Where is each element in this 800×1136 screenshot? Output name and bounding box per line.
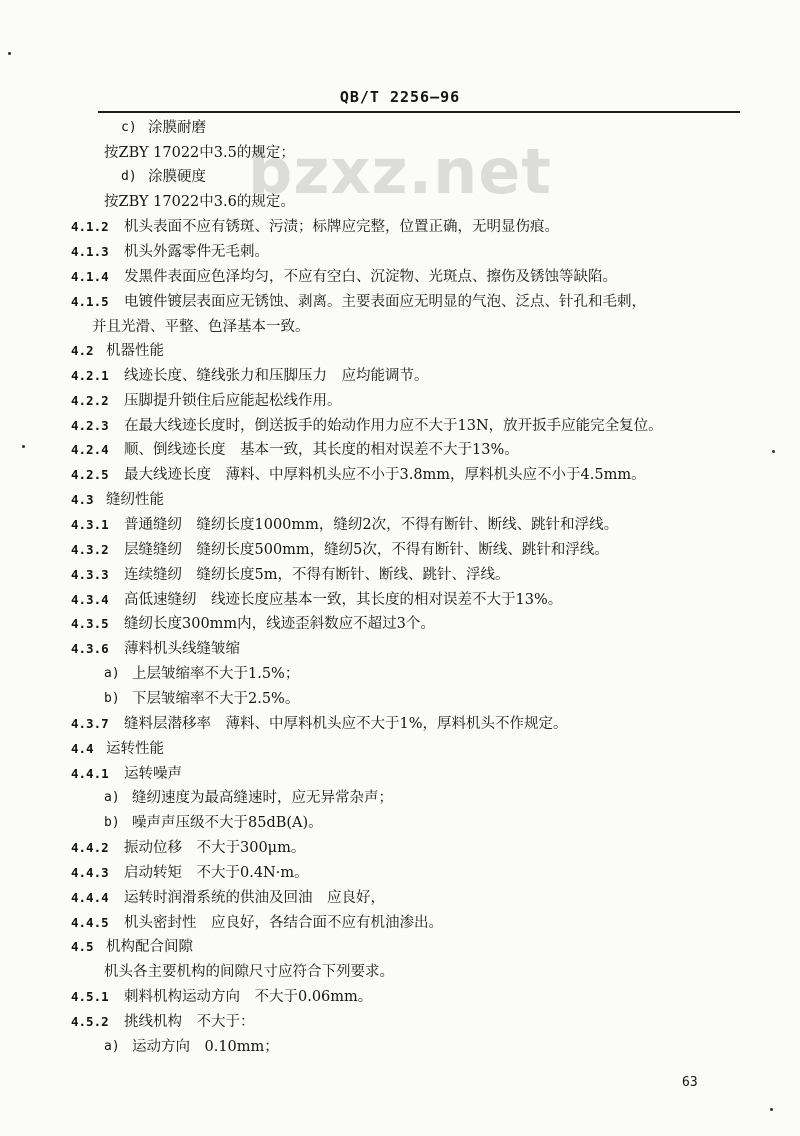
- clause-text: 运转噪声: [124, 766, 182, 782]
- clause-text: 层缝缝纫 缝纫长度500mm，缝纫5次，不得有断针、断线、跳针和浮线。: [124, 542, 609, 558]
- section-title: 运转性能: [106, 741, 164, 757]
- item-text: 缝纫速度为最高缝速时，应无异常杂声；: [132, 790, 393, 806]
- clause-text: 挑线机构 不大于：: [124, 1014, 255, 1030]
- clause-text: 普通缝纫 缝纫长度1000mm，缝纫2次，不得有断针、断线、跳针和浮线。: [124, 517, 619, 533]
- clause-text: 高低速缝纫 线迹长度应基本一致，其长度的相对误差不大于13%。: [124, 592, 563, 608]
- clause-number: 4.4.2: [71, 840, 109, 855]
- clause-text-continued: 并且光滑、平整、色泽基本一致。: [92, 319, 310, 335]
- item-text: 涂膜耐磨: [148, 120, 206, 136]
- item-text: 下层皱缩率不大于2.5%。: [132, 691, 300, 707]
- clause-text: 缝料层潜移率 薄料、中厚料机头应不大于1%，厚料机头不作规定。: [124, 716, 568, 732]
- section-number: 4.2: [71, 343, 94, 358]
- clause-text: 运转时润滑系统的供油及回油 应良好，: [124, 890, 385, 906]
- page-number: 63: [682, 1075, 698, 1090]
- clause-number: 4.3.4: [71, 592, 109, 607]
- clause-text: 连续缝纫 缝纫长度5m，不得有断针、断线、跳针、浮线。: [124, 567, 510, 583]
- item-label: c): [121, 120, 137, 135]
- clause-number: 4.5.2: [71, 1014, 109, 1029]
- scan-speck: [772, 450, 775, 453]
- item-label: d): [121, 169, 137, 184]
- clause-text: 机头表面不应有锈斑、污渍；标牌应完整，位置正确，无明显伤痕。: [124, 219, 559, 235]
- section-title: 机器性能: [106, 343, 164, 359]
- clause-number: 4.3.7: [71, 716, 109, 731]
- clause-number: 4.1.3: [71, 244, 109, 259]
- clause-text: 线迹长度、缝线张力和压脚压力 应均能调节。: [124, 368, 429, 384]
- section-title: 机构配合间隙: [106, 939, 193, 955]
- scan-speck: [8, 52, 11, 55]
- clause-number: 4.4.1: [71, 766, 109, 781]
- clause-number: 4.2.2: [71, 393, 109, 408]
- clause-number: 4.1.4: [71, 269, 109, 284]
- body-text: 机头各主要机构的间隙尺寸应符合下列要求。: [104, 964, 394, 980]
- item-text: 噪声声压级不大于85dB(A)。: [132, 815, 323, 831]
- clause-number: 4.2.1: [71, 368, 109, 383]
- clause-text: 机头外露零件无毛刺。: [124, 244, 269, 260]
- clause-text: 振动位移 不大于300μm。: [124, 840, 306, 856]
- section-number: 4.4: [71, 741, 94, 756]
- section-number: 4.3: [71, 492, 94, 507]
- clause-text: 缝纫长度300mm内，线迹歪斜数应不超过3个。: [124, 616, 435, 632]
- clause-text: 刺料机构运动方向 不大于0.06mm。: [124, 989, 373, 1005]
- clause-number: 4.2.3: [71, 418, 109, 433]
- clause-text: 在最大线迹长度时，倒送扳手的始动作用力应不大于13N，放开扳手应能完全复位。: [124, 418, 663, 434]
- clause-number: 4.1.2: [71, 219, 109, 234]
- item-label: b): [104, 691, 120, 706]
- clause-number: 4.2.5: [71, 467, 109, 482]
- clause-number: 4.5.1: [71, 989, 109, 1004]
- clause-number: 4.3.6: [71, 641, 109, 656]
- clause-number: 4.3.5: [71, 616, 109, 631]
- clause-number: 4.3.1: [71, 517, 109, 532]
- item-text: 运动方向 0.10mm；: [132, 1039, 279, 1055]
- section-number: 4.5: [71, 939, 94, 954]
- clause-number: 4.3.2: [71, 542, 109, 557]
- clause-number: 4.1.5: [71, 294, 109, 309]
- item-text: 上层皱缩率不大于1.5%；: [132, 666, 300, 682]
- section-title: 缝纫性能: [106, 492, 164, 508]
- standard-code-header: QB/T 2256—96: [339, 88, 461, 106]
- clause-number: 4.3.3: [71, 567, 109, 582]
- clause-text: 最大线迹长度 薄料、中厚料机头应不小于3.8mm，厚料机头应不小于4.5mm。: [124, 467, 646, 483]
- item-label: a): [104, 790, 120, 805]
- item-label: b): [104, 815, 120, 830]
- clause-number: 4.4.3: [71, 865, 109, 880]
- item-label: a): [104, 666, 120, 681]
- clause-number: 4.2.4: [71, 442, 109, 457]
- clause-text: 机头密封性 应良好，各结合面不应有机油渗出。: [124, 915, 443, 931]
- body-text: 按ZBY 17022中3.5的规定；: [104, 145, 295, 161]
- clause-text: 压脚提升锁住后应能起松线作用。: [124, 393, 342, 409]
- clause-text: 顺、倒线迹长度 基本一致，其长度的相对误差不大于13%。: [124, 442, 519, 458]
- scan-speck: [22, 445, 25, 448]
- clause-text: 发黑件表面应色泽均匀，不应有空白、沉淀物、光斑点、擦伤及锈蚀等缺陷。: [124, 269, 617, 285]
- clause-text: 启动转矩 不大于0.4N·m。: [124, 865, 309, 881]
- watermark: bzxz.net: [248, 135, 552, 208]
- clause-number: 4.4.4: [71, 890, 109, 905]
- scan-speck: [770, 1108, 773, 1111]
- item-text: 涂膜硬度: [148, 169, 206, 185]
- clause-number: 4.4.5: [71, 915, 109, 930]
- clause-text: 电镀件镀层表面应无锈蚀、剥离。主要表面应无明显的气泡、泛点、针孔和毛刺，: [124, 294, 646, 310]
- header-rule: [98, 111, 740, 113]
- clause-text: 薄料机头线缝皱缩: [124, 641, 240, 657]
- body-text: 按ZBY 17022中3.6的规定。: [104, 194, 295, 210]
- item-label: a): [104, 1039, 120, 1054]
